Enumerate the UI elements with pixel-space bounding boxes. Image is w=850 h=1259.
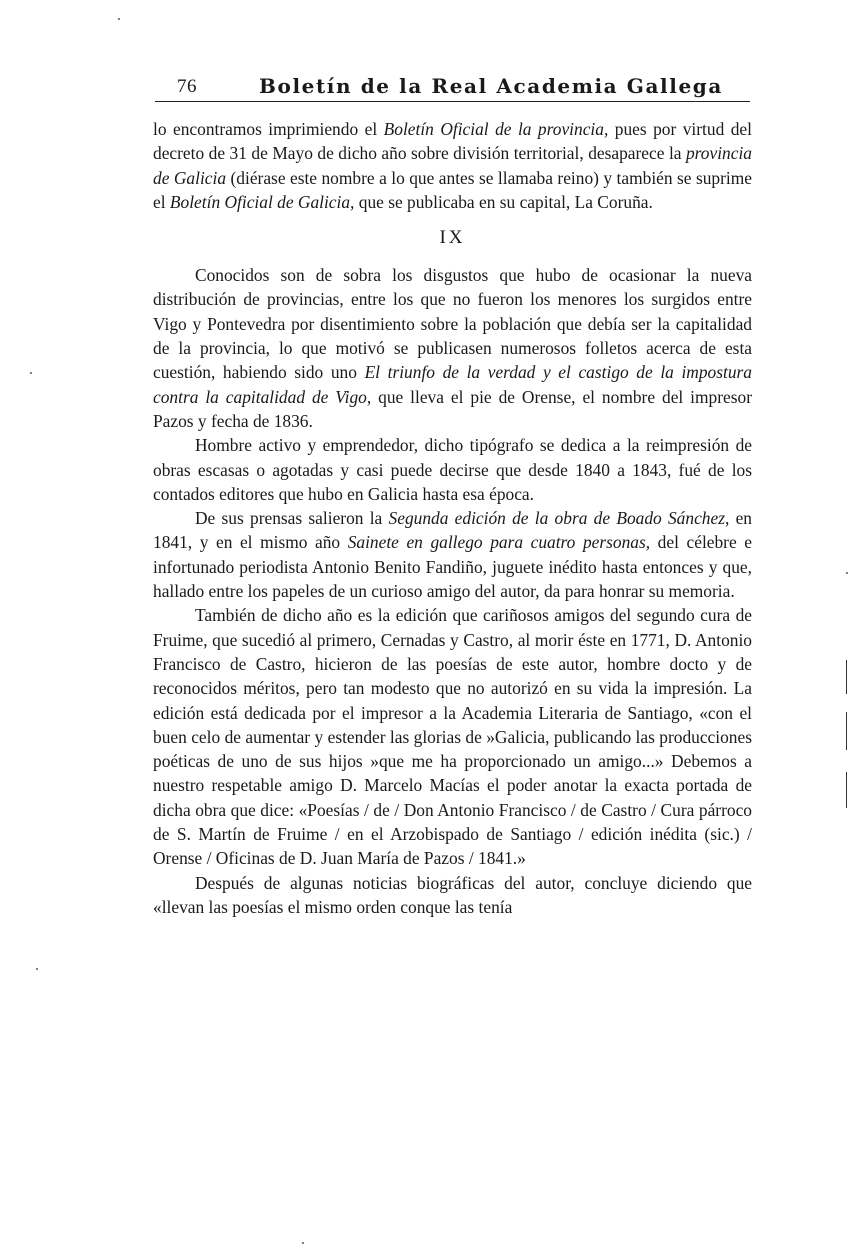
- text-run: del célebre e infortunado periodista Antonio Benito Fandiño, juguete inédito hasta entonces y que, hallado entre los papeles de un curioso amigo del autor, da para honrar su memoria.: [153, 532, 752, 602]
- text-run: pues por virtud del decreto de 31 de Mayo de dicho año sobre división territorial, desaparece la: [153, 119, 752, 164]
- paragraph: [153, 506, 752, 603]
- margin-mark: [846, 712, 847, 750]
- italic-title: Segunda edición de la obra de Boado Sánchez,: [388, 508, 730, 529]
- margin-mark: [846, 772, 847, 808]
- text-run: lo encontramos imprimiendo el: [153, 119, 384, 139]
- section-heading: IX: [439, 227, 466, 249]
- body-text: [153, 117, 752, 919]
- scan-speck: [302, 1242, 304, 1244]
- text-run: que se publicaba en su capital, La Coruña.: [354, 191, 653, 212]
- text-run: Conocidos son de sobra los disgustos que hubo de ocasionar la nueva distribución de provincias, entre los que no fueron los menores los surgidos entre Vigo y Pontevedra por disentimiento sobre la población que debía ser la capitalidad de la provincia, lo que motivó se publicasen numerosos folletos acerca de esta cuestión, habiendo sido uno: [153, 265, 752, 383]
- text-run: en 1841, y en el mismo año: [153, 508, 752, 553]
- italic-title: Boletín Oficial de la provincia,: [383, 119, 609, 139]
- running-head: [155, 72, 750, 102]
- text-run: Hombre activo y emprendedor, dicho tipógrafo se dedica a la reimpresión de obras escasas o agotadas y casi puede decirse que desde 1840 a 1843, fué de los contados editores que hubo en Galicia hasta esa época.: [153, 435, 752, 504]
- italic-title: Boletín Oficial de Galicia,: [169, 191, 355, 212]
- scan-speck: [118, 18, 120, 20]
- paragraph: [153, 871, 752, 920]
- journal-title: Boletín de la Real Academia Gallega: [259, 74, 723, 98]
- text-run: De sus prensas salieron la: [195, 508, 389, 529]
- text-run: Después de algunas noticias biográficas del autor, concluye diciendo que «llevan las poesías el mismo orden conque las tenía: [153, 872, 752, 917]
- italic-title: provincia de Galicia: [153, 143, 752, 188]
- paragraph: [153, 433, 752, 506]
- paragraph: [153, 263, 752, 433]
- text-run: (diérase este nombre a lo que antes se llamaba reino) y también se suprime el: [153, 167, 752, 212]
- paragraph-continuation: [153, 117, 752, 214]
- paragraph: [153, 603, 752, 870]
- scan-speck: [846, 572, 848, 574]
- scan-speck: [36, 968, 38, 970]
- text-run: que lleva el pie de Orense, el nombre del impresor Pazos y fecha de 1836.: [153, 386, 752, 431]
- italic-title: El triunfo de la verdad y el castigo de la impostura contra la capitalidad de Vigo,: [153, 362, 753, 407]
- margin-mark: [846, 660, 847, 694]
- page-number: 76: [177, 76, 197, 97]
- header-rule: [155, 101, 750, 102]
- text-run: También de dicho año es la edición que cariñosos amigos del segundo cura de Fruime, que sucedió al primero, Cernadas y Castro, al morir éste en 1771, D. Antonio Francisco de Castro, hicieron de las poesías de este autor, hombre docto y de reconocidos méritos, pero tan modesto que no autorizó en su vida la impresión. La edición está dedicada por el impresor a la Academia Literaria de Santiago, «con el buen celo de aumentar y estender las glorias de »Galicia, publicando las producciones poéticas de uno de sus hijos »que me ha proporcionado un amigo...» Debemos a nuestro respetable amigo D. Marcelo Macías el poder anotar la exacta portada de dicha obra que dice: «Poesías / de / Don Antonio Francisco / de Castro / Cura párroco de S. Martín de Fruime / en el Arzobispado de Santiago / edición inédita (sic.) / Orense / Oficinas de D. Juan María de Pazos / 1841.»: [153, 605, 752, 869]
- italic-title: Sainete en gallego para cuatro personas,: [347, 532, 651, 553]
- scan-speck: [30, 372, 32, 374]
